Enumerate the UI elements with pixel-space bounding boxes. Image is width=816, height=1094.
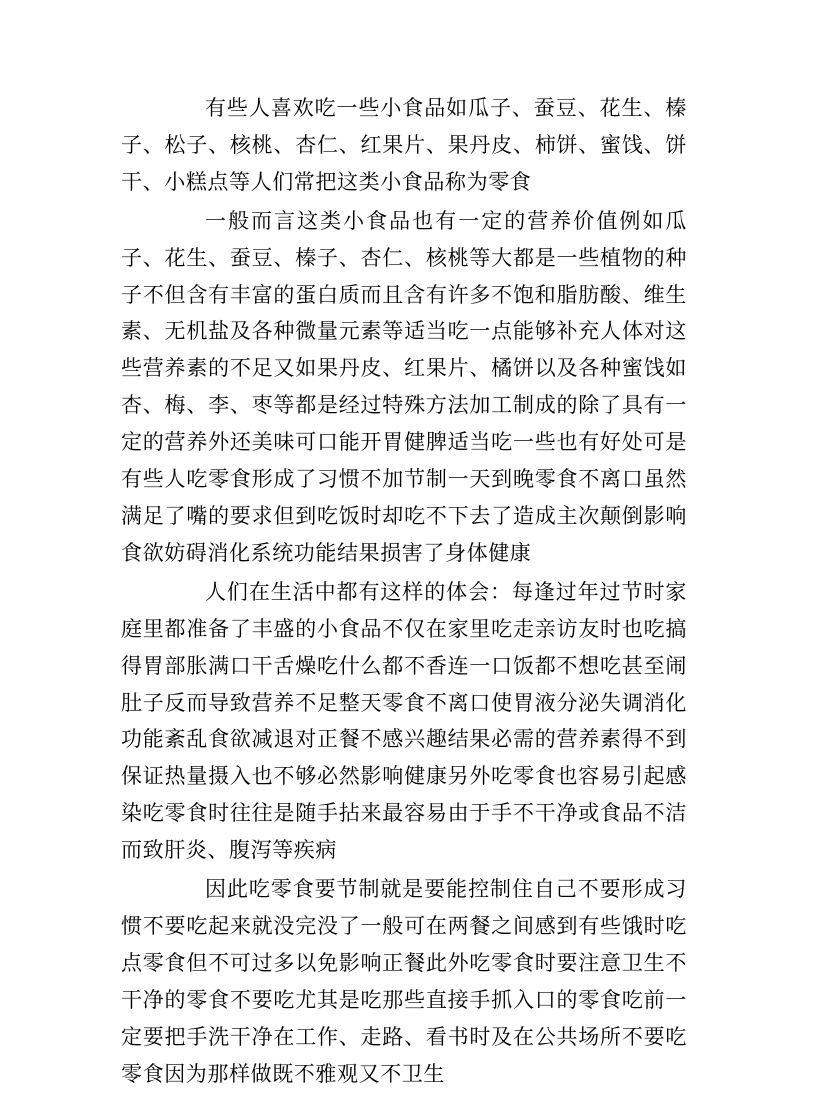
paragraph-3: 人们在生活中都有这样的体会：每逢过年过节时家庭里都准备了丰盛的小食品不仅在家里吃走亲访友时也吃搞得胃部胀满口干舌燥吃什么都不香连一口饭都不想吃甚至闹肚子反而导致营养不足整天零食不离口使胃液分泌失调消化功能紊乱食欲减退对正餐不感兴趣结果必需的营养素得不到保证热量摄入也不够必然影响健康另外吃零食也容易引起感染吃零食时往往是随手拈来最容易由于手不干净或食品不洁而致肝炎、腹泻等疾病 xyxy=(121,579,687,863)
paragraph-4: 因此吃零食要节制就是要能控制住自己不要形成习惯不要吃起来就没完没了一般可在两餐之间感到有些饿时吃点零食但不可过多以免影响正餐此外吃零食时要注意卫生不干净的零食不要吃尤其是吃那些直接手抓入口的零食吃前一定要把手洗干净在工作、走路、看书时及在公共场所不要吃零食因为那样做既不雅观又不卫生 xyxy=(121,877,687,1086)
paragraph-2: 一般而言这类小食品也有一定的营养价值例如瓜子、花生、蚕豆、榛子、杏仁、核桃等大都是一些植物的种子不但含有丰富的蛋白质而且含有许多不饱和脂肪酸、维生素、无机盐及各种微量元素等适当吃一点能够补充人体对这些营养素的不足又如果丹皮、红果片、橘饼以及各种蜜饯如杏、梅、李、枣等都是经过特殊方法加工制成的除了具有一定的营养外还美味可口能开胃健脾适当吃一些也有好处可是有些人吃零食形成了习惯不加节制一天到晚零食不离口虽然满足了嘴的要求但到吃饭时却吃不下去了造成主次颠倒影响食欲妨碍消化系统功能结果损害了身体健康 xyxy=(121,208,687,565)
document-body xyxy=(121,90,687,1094)
paragraph-1: 有些人喜欢吃一些小食品如瓜子、蚕豆、花生、榛子、松子、核桃、杏仁、红果片、果丹皮、柿饼、蜜饯、饼干、小糕点等人们常把这类小食品称为零食 xyxy=(121,96,687,194)
